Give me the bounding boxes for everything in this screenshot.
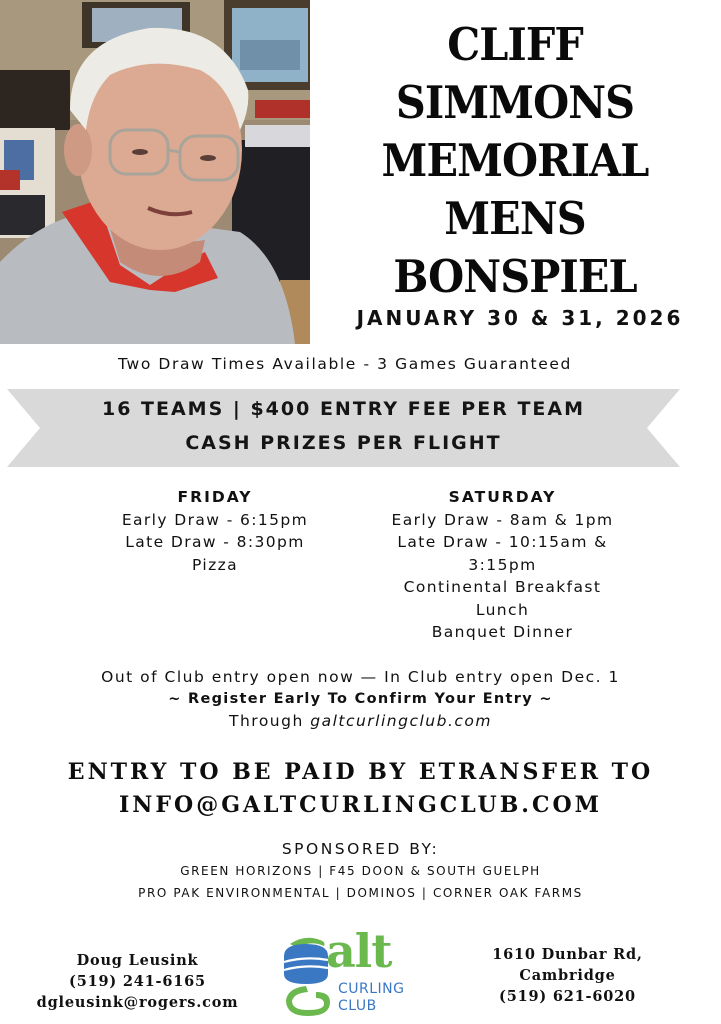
entry-open-text: Out of Club entry open now — In Club entry open Dec. 1 — [101, 668, 620, 686]
title-line-4: MENS — [444, 192, 586, 245]
register-early-text: ~ Register Early To Confirm Your Entry ~ — [168, 691, 553, 707]
contact-phone[interactable]: (519) 241-6165 — [69, 973, 206, 990]
sponsor-line: GREEN HORIZONS | F45 DOON & SOUTH GUELPH — [180, 864, 541, 878]
friday-item: Pizza — [191, 555, 239, 574]
registration-info — [0, 666, 721, 732]
title-line-1: CLIFF — [447, 18, 583, 71]
friday-heading: FRIDAY — [177, 488, 253, 506]
website-link[interactable]: galtcurlingclub.com — [310, 712, 492, 730]
saturday-item: Early Draw - 8am & 1pm — [391, 510, 614, 529]
draw-info-subtitle: Two Draw Times Available - 3 Games Guaranteed — [118, 355, 572, 373]
address-city: Cambridge — [519, 967, 616, 984]
cash-prizes-text: CASH PRIZES PER FLIGHT — [185, 432, 502, 454]
title-line-2: SIMMONS — [395, 76, 635, 129]
contact-email[interactable]: dgleusink@rogers.com — [36, 994, 239, 1011]
contact-name: Doug Leusink — [76, 952, 199, 969]
friday-item: Early Draw - 6:15pm — [121, 510, 309, 529]
title-line-5: BONSPIEL — [393, 250, 637, 303]
saturday-item: Late Draw - 10:15am & — [397, 533, 608, 551]
sponsors — [0, 838, 721, 904]
club-address — [470, 944, 665, 1007]
etransfer-text: ENTRY TO BE PAID BY ETRANSFER TO — [67, 759, 654, 785]
saturday-column — [370, 486, 635, 644]
saturday-item: 3:15pm — [468, 555, 537, 574]
contact-person — [20, 950, 255, 1013]
memorial-photo — [0, 0, 310, 344]
event-date: JANUARY 30 & 31, 2026 — [356, 306, 684, 330]
club-phone[interactable]: (519) 621-6020 — [499, 988, 636, 1005]
teams-fee-text: 16 TEAMS | $400 ENTRY FEE PER TEAM — [101, 398, 585, 420]
sponsors-heading: SPONSORED BY: — [281, 840, 440, 858]
event-title — [330, 16, 700, 306]
saturday-item: Continental Breakfast — [403, 578, 602, 596]
address-street: 1610 Dunbar Rd, — [492, 946, 643, 963]
payment-info — [0, 756, 721, 822]
logo-curling: CURLING — [338, 981, 405, 997]
logo-club: CLUB — [338, 998, 377, 1014]
friday-item: Late Draw - 8:30pm — [125, 533, 305, 551]
register-through-text — [0, 710, 721, 732]
etransfer-email[interactable]: INFO@GALTCURLINGCLUB.COM — [119, 792, 602, 818]
portrait-image — [0, 0, 310, 344]
entry-fee-banner — [7, 389, 680, 467]
logo-wordmark: alt — [326, 924, 392, 978]
saturday-heading: SATURDAY — [448, 488, 557, 506]
saturday-item: Banquet Dinner — [431, 623, 574, 641]
sponsor-line: PRO PAK ENVIRONMENTAL | DOMINOS | CORNER OAK FARMS — [138, 886, 583, 900]
galt-curling-club-logo — [280, 924, 410, 1020]
through-label: Through — [229, 712, 311, 730]
title-line-3: MEMORIAL — [381, 134, 649, 187]
friday-column — [100, 486, 330, 576]
saturday-item: Lunch — [475, 600, 530, 619]
